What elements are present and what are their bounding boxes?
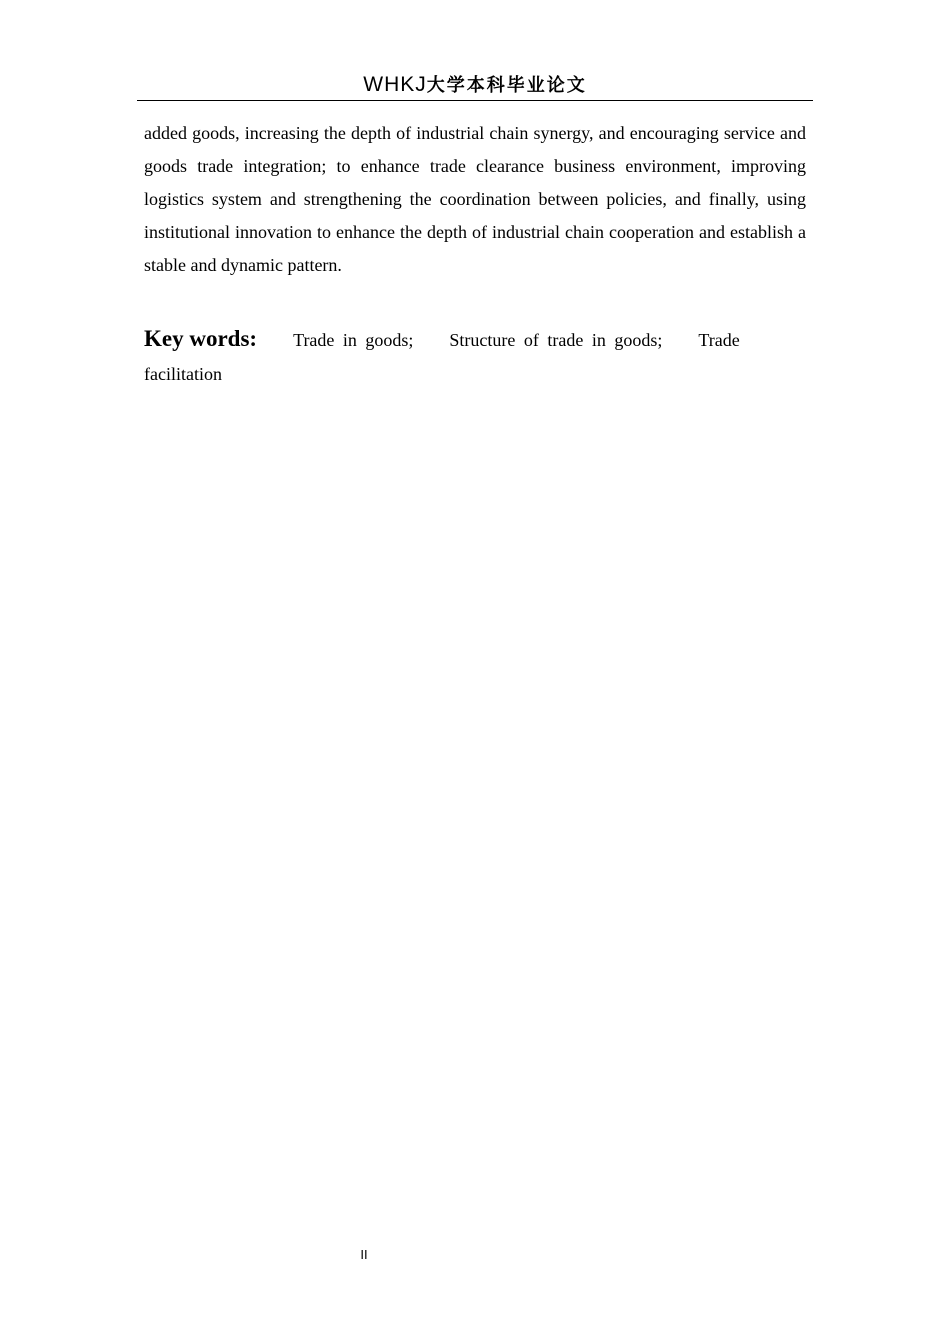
- keyword-item: Structure of trade in goods;: [449, 330, 663, 350]
- header-latin: WHKJ: [363, 73, 427, 96]
- keyword-item: Trade in goods;: [293, 330, 414, 350]
- abstract-paragraph: added goods, increasing the depth of industrial chain synergy, and encouraging service and goods trade integration; to enhance trade clearance business environment, improving logistics system and strengthening the coordination between policies, and finally, using institutional innovation to enhance the depth of industrial chain cooperation and establish a stable and dynamic pattern.: [144, 123, 806, 275]
- keyword-item: Trade facilitation: [144, 330, 740, 384]
- page-header: [137, 70, 813, 101]
- page-number: II: [360, 1247, 368, 1262]
- keywords-label: Key words:: [144, 326, 258, 351]
- keywords-line: [144, 322, 806, 391]
- header-title: [363, 70, 587, 101]
- header-cjk: 大学本科毕业论文: [426, 75, 587, 96]
